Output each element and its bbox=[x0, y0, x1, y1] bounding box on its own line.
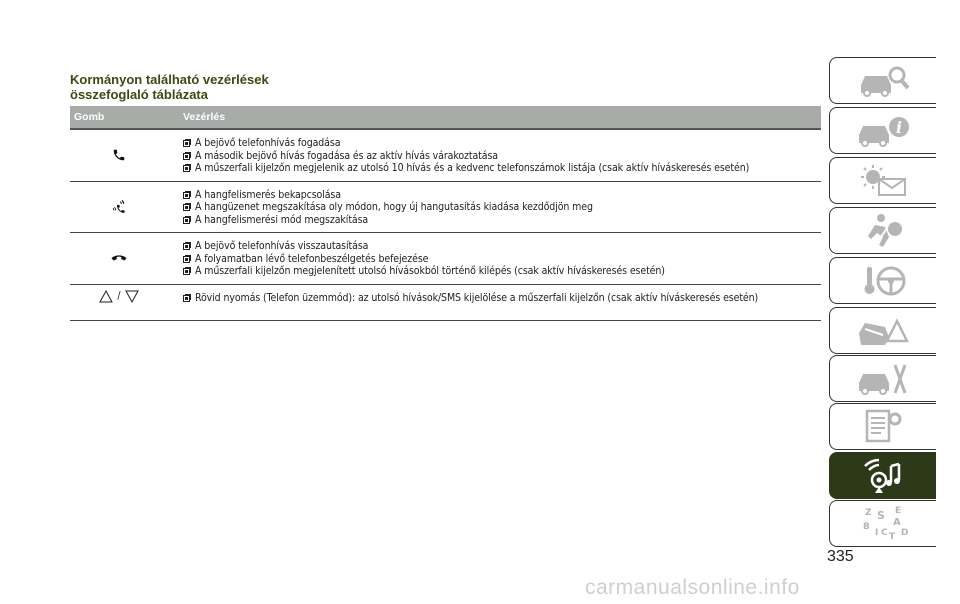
steering-controls-table bbox=[70, 106, 821, 321]
bullet-icon bbox=[183, 216, 191, 224]
bullet-icon bbox=[183, 152, 191, 160]
list-item: A hangüzenet megszakítása oly módon, hogy új hangutasítás kiadása kezdődjön meg bbox=[183, 201, 821, 214]
button-separator: / bbox=[117, 289, 121, 302]
section-title-line-1: Kormányon található vezérlések bbox=[70, 72, 269, 87]
bullet-icon bbox=[183, 294, 191, 302]
key-steering-wheel-icon bbox=[853, 261, 913, 301]
tab-warning-lights[interactable] bbox=[829, 157, 936, 204]
header-control: Vezérlés bbox=[183, 111, 226, 123]
list-item: A hangfelismerés bekapcsolása bbox=[183, 189, 821, 202]
bullet-icon bbox=[183, 139, 191, 147]
bullet-icon bbox=[183, 203, 191, 211]
section-title-line-2: összefoglaló táblázata bbox=[70, 87, 208, 102]
warning-lights-message-icon bbox=[853, 161, 913, 201]
button-cell bbox=[70, 285, 168, 321]
svg-text:i: i bbox=[895, 117, 903, 137]
index-letter: A bbox=[893, 516, 901, 528]
table-row bbox=[70, 182, 821, 234]
header-button: Gomb bbox=[74, 111, 105, 123]
bullet-icon bbox=[183, 267, 191, 275]
control-cell bbox=[183, 130, 821, 181]
index-letter: Z bbox=[865, 507, 872, 518]
index-letter: S bbox=[877, 508, 885, 522]
multimedia-icon bbox=[853, 456, 913, 496]
control-cell bbox=[183, 285, 821, 321]
list-item: A folyamatban lévő telefonbeszélgetés befejezése bbox=[183, 253, 821, 266]
index-letter: D bbox=[901, 527, 909, 538]
car-search-icon bbox=[853, 61, 913, 101]
car-info-icon bbox=[853, 111, 913, 151]
arrow-up-icon bbox=[99, 290, 113, 303]
index-letter: E bbox=[895, 505, 902, 516]
index-letter: T bbox=[889, 531, 896, 542]
list-item: A hangfelismerési mód megszakítása bbox=[183, 214, 821, 227]
index-letter: B bbox=[863, 521, 870, 532]
alphabetical-index-icon bbox=[853, 503, 913, 545]
car-tools-icon bbox=[853, 359, 913, 399]
voice-recognition-icon bbox=[111, 199, 127, 215]
tab-multimedia[interactable] bbox=[829, 452, 936, 499]
watermark: carmanualsonline.info bbox=[585, 576, 800, 599]
seatbelt-airbag-icon bbox=[853, 211, 913, 251]
list-item: A bejövő telefonhívás visszautasítása bbox=[183, 240, 821, 253]
list-item: Rövid nyomás (Telefon üzemmód): az utolsó hívások/SMS kijelölése a műszerfali kijelzőn (csak aktív híváskeresés esetén) bbox=[183, 292, 821, 305]
control-cell bbox=[183, 233, 821, 284]
page-number: 335 bbox=[827, 548, 854, 565]
bullet-icon bbox=[183, 164, 191, 172]
document-gear-icon bbox=[853, 407, 913, 447]
tab-technical-data[interactable] bbox=[829, 403, 936, 450]
index-letter: I bbox=[875, 527, 879, 538]
tab-safety[interactable] bbox=[829, 207, 936, 254]
tab-car-info[interactable] bbox=[829, 107, 936, 154]
arrow-down-icon bbox=[125, 290, 139, 303]
table-row bbox=[70, 130, 821, 182]
tab-maintenance[interactable] bbox=[829, 355, 936, 402]
table-row bbox=[70, 233, 821, 285]
button-cell bbox=[70, 182, 168, 233]
phone-hangup-icon bbox=[111, 253, 127, 263]
bullet-icon bbox=[183, 255, 191, 263]
table-header bbox=[70, 106, 821, 130]
bullet-icon bbox=[183, 242, 191, 250]
table-row bbox=[70, 285, 821, 322]
bullet-icon bbox=[183, 191, 191, 199]
button-cell bbox=[70, 130, 168, 181]
list-item: A műszerfali kijelzőn megjelenített utolsó hívásokból történő kilépés (csak aktív híváskeresés esetén) bbox=[183, 265, 821, 278]
phone-answer-icon bbox=[112, 148, 126, 162]
chapter-sidebar bbox=[829, 0, 960, 604]
list-item: A műszerfali kijelzőn megjelenik az utolsó 10 hívás és a kedvenc telefonszámok listája (csak aktív híváskeresés esetén) bbox=[183, 162, 821, 175]
section-title bbox=[70, 72, 269, 102]
tab-starting-driving[interactable] bbox=[829, 257, 936, 304]
control-cell bbox=[183, 182, 821, 233]
list-item: A második bejövő hívás fogadása és az aktív hívás várakoztatása bbox=[183, 150, 821, 163]
tab-car-search[interactable] bbox=[829, 57, 936, 104]
button-cell bbox=[70, 233, 168, 284]
list-item: A bejövő telefonhívás fogadása bbox=[183, 137, 821, 150]
tab-emergency[interactable] bbox=[829, 307, 936, 354]
index-letter: C bbox=[881, 527, 888, 538]
tab-index[interactable] bbox=[829, 500, 936, 547]
car-accident-warning-icon bbox=[853, 311, 913, 351]
